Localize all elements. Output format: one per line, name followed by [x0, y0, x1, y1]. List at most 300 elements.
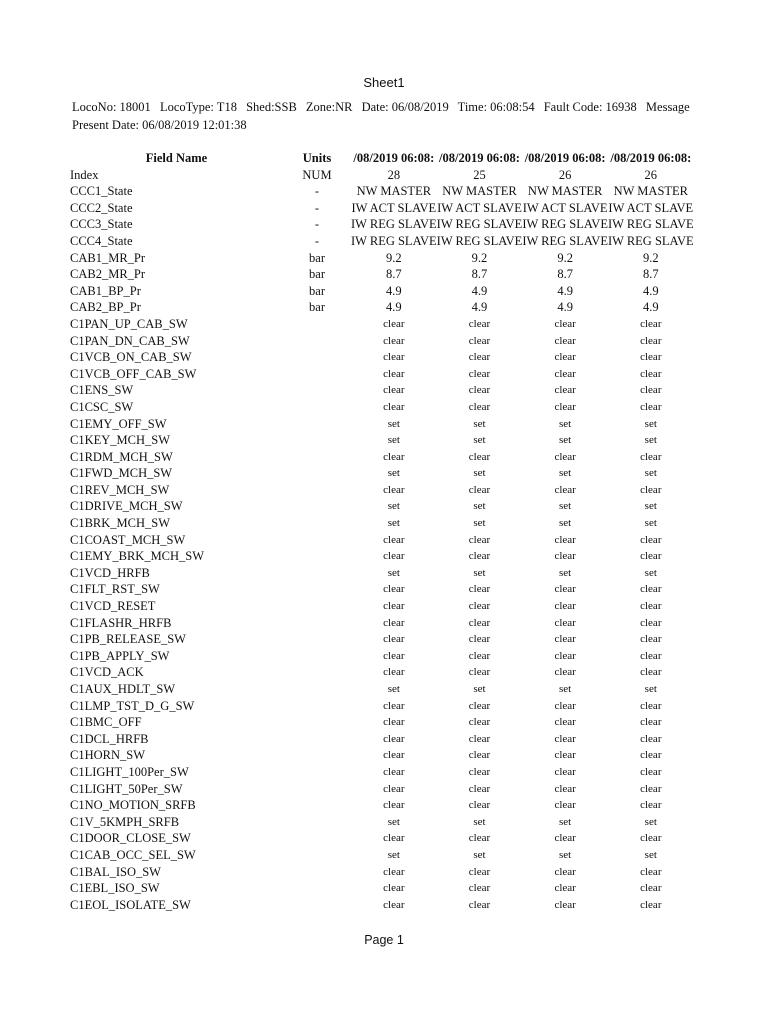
- field-name-cell: C1NO_MOTION_SRFB: [70, 798, 196, 813]
- value-cell: set: [387, 500, 400, 513]
- field-name-cell: CCC3_State: [70, 217, 133, 232]
- value-cell: set: [644, 417, 657, 430]
- fault-time: Time: 06:08:54: [457, 100, 535, 114]
- table-row: [70, 299, 694, 316]
- value-cell: clear: [640, 832, 662, 845]
- value-cell: set: [473, 417, 486, 430]
- value-cell: clear: [468, 367, 491, 380]
- value-cell: 8.7: [642, 267, 659, 282]
- units-cell: [283, 532, 351, 549]
- value-cell: clear: [640, 400, 662, 413]
- field-name-cell: C1AUX_HDLT_SW: [70, 682, 176, 696]
- units-cell: -: [314, 200, 320, 215]
- value-cell: 9.2: [386, 250, 402, 265]
- table-row: [70, 615, 694, 632]
- table-row: [70, 382, 694, 399]
- value-cell: clear: [468, 600, 491, 613]
- units-cell: [283, 648, 351, 665]
- value-cell: set: [559, 683, 572, 695]
- units-cell: NUM: [302, 167, 332, 182]
- value-cell: set: [559, 500, 572, 513]
- field-name-cell: CCC2_State: [70, 200, 133, 215]
- value-cell: clear: [468, 832, 491, 845]
- field-name-cell: C1FLT_RST_SW: [70, 582, 160, 597]
- field-name-cell: C1EMY_BRK_MCH_SW: [70, 549, 205, 564]
- field-name-cell: C1PAN_UP_CAB_SW: [70, 316, 188, 331]
- field-name-cell: C1LIGHT_100Per_SW: [70, 764, 189, 779]
- field-name-cell: C1DCL_HRFB: [70, 731, 149, 746]
- table-row: [70, 681, 694, 698]
- value-cell: clear: [468, 550, 491, 563]
- units-cell: [283, 548, 351, 565]
- value-cell: clear: [640, 633, 662, 646]
- table-row: [70, 366, 694, 383]
- table-row: [70, 714, 694, 731]
- value-cell: clear: [383, 832, 405, 845]
- value-cell: clear: [383, 334, 405, 347]
- value-cell: set: [387, 566, 400, 579]
- value-cell: clear: [640, 583, 662, 596]
- field-name-cell: C1BAL_ISO_SW: [70, 864, 161, 879]
- loco-no: LocoNo: 18001: [72, 100, 151, 114]
- units-cell: [283, 565, 351, 582]
- value-cell: set: [559, 467, 572, 480]
- value-cell: set: [473, 566, 486, 579]
- field-name-cell: C1RDM_MCH_SW: [70, 449, 173, 464]
- value-cell: clear: [640, 865, 662, 878]
- table-row: [70, 532, 694, 549]
- value-cell: set: [644, 467, 657, 480]
- value-cell: clear: [640, 351, 662, 364]
- table-row: [70, 631, 694, 648]
- value-cell: set: [473, 434, 486, 447]
- value-cell: clear: [554, 450, 576, 463]
- value-cell: set: [473, 815, 486, 828]
- value-cell: IW ACT SLAVE: [351, 200, 437, 215]
- field-name-cell: C1LMP_TST_D_G_SW: [70, 698, 195, 713]
- header-date: /08/2019 06:08:: [524, 151, 606, 165]
- units-cell: [283, 847, 351, 864]
- value-cell: clear: [383, 384, 405, 397]
- units-cell: [283, 615, 351, 632]
- message-label: Message: [645, 100, 690, 114]
- value-cell: IW REG SLAVE: [351, 233, 437, 248]
- value-cell: clear: [383, 716, 405, 729]
- table-row: [70, 847, 694, 864]
- table-row: [70, 349, 694, 366]
- value-cell: clear: [383, 865, 405, 878]
- value-cell: clear: [383, 765, 405, 778]
- field-name-cell: C1FWD_MCH_SW: [70, 466, 173, 481]
- value-cell: IW REG SLAVE: [436, 217, 523, 232]
- field-name-cell: C1KEY_MCH_SW: [70, 433, 171, 448]
- table-row: [70, 316, 694, 333]
- value-cell: clear: [554, 649, 576, 662]
- field-name-cell: C1CSC_SW: [70, 399, 134, 414]
- value-cell: clear: [554, 765, 576, 778]
- units-cell: [283, 432, 351, 449]
- units-cell: -: [314, 217, 320, 232]
- field-name-cell: C1EMY_OFF_SW: [70, 416, 167, 431]
- value-cell: clear: [383, 633, 405, 646]
- value-cell: clear: [383, 749, 405, 762]
- value-cell: clear: [468, 749, 491, 762]
- value-cell: clear: [554, 882, 576, 895]
- value-cell: 26: [558, 167, 572, 182]
- units-cell: [283, 764, 351, 781]
- units-cell: [283, 731, 351, 748]
- units-cell: [283, 333, 351, 350]
- units-cell: [283, 864, 351, 881]
- value-cell: clear: [554, 832, 576, 845]
- value-cell: set: [387, 467, 400, 480]
- value-cell: clear: [554, 865, 576, 878]
- units-cell: [283, 681, 351, 698]
- field-name-cell: C1EOL_ISOLATE_SW: [70, 897, 191, 912]
- value-cell: set: [559, 434, 572, 447]
- units-cell: bar: [309, 250, 325, 265]
- table-row: [70, 797, 694, 814]
- value-cell: clear: [468, 799, 491, 812]
- value-cell: 8.7: [386, 267, 402, 282]
- value-cell: 4.9: [386, 300, 402, 315]
- value-cell: clear: [468, 616, 491, 629]
- loco-type: LocoType: T18: [159, 100, 237, 114]
- value-cell: clear: [554, 666, 576, 679]
- value-cell: set: [559, 848, 572, 861]
- units-cell: [283, 515, 351, 532]
- units-cell: [283, 880, 351, 897]
- value-cell: clear: [640, 898, 662, 911]
- table-row: [70, 283, 694, 300]
- value-cell: clear: [640, 483, 662, 496]
- table-row: [70, 664, 694, 681]
- table-row: [70, 764, 694, 781]
- table-row: [70, 183, 694, 200]
- value-cell: IW REG SLAVE: [522, 217, 608, 232]
- value-cell: clear: [640, 334, 662, 347]
- value-cell: set: [473, 517, 486, 530]
- value-cell: clear: [554, 533, 576, 546]
- value-cell: clear: [468, 633, 491, 646]
- value-cell: NW MASTER: [527, 184, 603, 199]
- value-cell: set: [473, 467, 486, 480]
- units-cell: [283, 366, 351, 383]
- field-name-cell: C1FLASHR_HRFB: [70, 615, 172, 630]
- value-cell: clear: [383, 616, 405, 629]
- value-cell: clear: [554, 384, 576, 397]
- value-cell: clear: [383, 583, 405, 596]
- value-cell: clear: [554, 400, 576, 413]
- field-name-cell: C1REV_MCH_SW: [70, 482, 170, 497]
- units-cell: [283, 581, 351, 598]
- value-cell: 9.2: [471, 250, 488, 265]
- value-cell: 9.2: [557, 250, 573, 265]
- table-row: [70, 814, 694, 831]
- value-cell: NW MASTER: [442, 184, 517, 199]
- value-cell: clear: [554, 334, 576, 347]
- value-cell: clear: [468, 732, 491, 745]
- value-cell: clear: [554, 633, 576, 646]
- units-cell: [283, 449, 351, 466]
- value-cell: clear: [640, 550, 662, 563]
- value-cell: clear: [468, 666, 491, 679]
- value-cell: clear: [640, 533, 662, 546]
- units-cell: [283, 316, 351, 333]
- units-cell: [283, 714, 351, 731]
- shed: Shed:SSB: [246, 100, 297, 114]
- table-row: [70, 266, 694, 283]
- value-cell: clear: [554, 716, 576, 729]
- units-cell: [283, 416, 351, 433]
- field-name-cell: C1PAN_DN_CAB_SW: [70, 333, 190, 348]
- units-cell: bar: [309, 283, 325, 298]
- table-row: [70, 515, 694, 532]
- value-cell: clear: [468, 882, 491, 895]
- value-cell: clear: [468, 317, 491, 330]
- table-row: [70, 333, 694, 350]
- value-cell: clear: [383, 898, 405, 911]
- value-cell: 4.9: [642, 300, 659, 315]
- field-name-cell: C1ENS_SW: [70, 383, 134, 398]
- value-cell: clear: [640, 732, 662, 745]
- header-date: /08/2019 06:08:: [610, 151, 692, 165]
- value-cell: clear: [468, 533, 491, 546]
- field-name-cell: C1BMC_OFF: [70, 715, 142, 730]
- value-cell: clear: [640, 600, 662, 613]
- table-body: [70, 167, 694, 914]
- value-cell: 28: [387, 167, 401, 182]
- value-cell: clear: [640, 616, 662, 629]
- units-cell: [283, 698, 351, 715]
- sheet-title: Sheet1: [363, 75, 405, 90]
- field-name-cell: C1VCD_ACK: [70, 665, 144, 680]
- units-cell: [283, 830, 351, 847]
- value-cell: clear: [383, 533, 405, 546]
- value-cell: set: [644, 566, 657, 579]
- value-cell: 26: [644, 167, 658, 182]
- table-header-row: [70, 150, 694, 167]
- table-row: [70, 897, 694, 914]
- record-info-line: [72, 100, 690, 115]
- value-cell: clear: [640, 699, 662, 712]
- field-name-cell: C1PB_APPLY_SW: [70, 648, 170, 663]
- table-row: [70, 864, 694, 881]
- units-cell: -: [314, 233, 320, 248]
- table-row: [70, 598, 694, 615]
- value-cell: clear: [554, 600, 576, 613]
- table-row: [70, 482, 694, 499]
- units-cell: -: [314, 184, 320, 199]
- value-cell: clear: [640, 384, 662, 397]
- table-row: [70, 498, 694, 515]
- field-name-cell: C1VCB_OFF_CAB_SW: [70, 366, 197, 381]
- field-name-cell: C1BRK_MCH_SW: [70, 516, 171, 531]
- value-cell: clear: [468, 765, 491, 778]
- field-name-cell: C1EBL_ISO_SW: [70, 881, 160, 896]
- field-name-cell: C1CAB_OCC_SEL_SW: [70, 847, 196, 862]
- field-name-cell: C1DOOR_CLOSE_SW: [70, 831, 191, 846]
- field-name-cell: C1V_5KMPH_SRFB: [70, 814, 180, 829]
- value-cell: IW ACT SLAVE: [608, 200, 694, 215]
- value-cell: NW MASTER: [356, 184, 432, 199]
- value-cell: 8.7: [471, 267, 488, 282]
- value-cell: clear: [554, 317, 576, 330]
- value-cell: 4.9: [557, 283, 573, 298]
- value-cell: set: [387, 848, 400, 861]
- field-name-cell: C1LIGHT_50Per_SW: [70, 781, 183, 796]
- table-row: [70, 449, 694, 466]
- value-cell: clear: [554, 699, 576, 712]
- value-cell: clear: [383, 732, 405, 745]
- field-name-cell: C1HORN_SW: [70, 748, 146, 763]
- value-cell: set: [559, 417, 572, 430]
- table-row: [70, 565, 694, 582]
- field-name-cell: C1COAST_MCH_SW: [70, 532, 186, 547]
- table-row: [70, 167, 694, 184]
- value-cell: set: [473, 500, 486, 513]
- table-row: [70, 747, 694, 764]
- value-cell: clear: [554, 583, 576, 596]
- field-name-cell: CAB2_BP_Pr: [70, 300, 141, 315]
- table-row: [70, 200, 694, 217]
- value-cell: clear: [640, 716, 662, 729]
- units-cell: [283, 781, 351, 798]
- value-cell: clear: [554, 367, 576, 380]
- table-row: [70, 432, 694, 449]
- value-cell: clear: [468, 334, 491, 347]
- value-cell: IW REG SLAVE: [607, 217, 694, 232]
- value-cell: clear: [468, 782, 491, 795]
- units-cell: [283, 631, 351, 648]
- table-row: [70, 830, 694, 847]
- value-cell: clear: [468, 716, 491, 729]
- units-cell: [283, 664, 351, 681]
- value-cell: clear: [383, 649, 405, 662]
- field-name-cell: C1PB_RELEASE_SW: [70, 632, 186, 647]
- table-row: [70, 781, 694, 798]
- value-cell: set: [473, 848, 486, 861]
- value-cell: clear: [640, 367, 662, 380]
- units-cell: [283, 465, 351, 482]
- value-cell: clear: [554, 898, 576, 911]
- table-row: [70, 216, 694, 233]
- header-date: /08/2019 06:08:: [439, 151, 520, 165]
- value-cell: IW REG SLAVE: [436, 233, 523, 248]
- units-cell: [283, 598, 351, 615]
- value-cell: set: [644, 517, 657, 530]
- field-name-cell: C1VCD_HRFB: [70, 565, 150, 580]
- value-cell: set: [644, 683, 657, 695]
- value-cell: clear: [468, 400, 491, 413]
- value-cell: set: [473, 683, 486, 695]
- units-cell: [283, 482, 351, 499]
- value-cell: clear: [640, 317, 662, 330]
- value-cell: clear: [468, 450, 491, 463]
- field-name-cell: Index: [70, 167, 99, 182]
- value-cell: clear: [383, 666, 405, 679]
- field-name-cell: C1DRIVE_MCH_SW: [70, 499, 183, 514]
- field-name-cell: C1VCB_ON_CAB_SW: [70, 350, 192, 365]
- value-cell: clear: [383, 483, 405, 496]
- value-cell: clear: [383, 600, 405, 613]
- value-cell: set: [559, 517, 572, 530]
- value-cell: clear: [554, 483, 576, 496]
- table-row: [70, 880, 694, 897]
- field-name-cell: C1VCD_RESET: [70, 599, 156, 614]
- value-cell: clear: [383, 782, 405, 795]
- field-name-cell: CAB1_BP_Pr: [70, 283, 141, 298]
- value-cell: clear: [383, 317, 405, 330]
- units-cell: [283, 349, 351, 366]
- table-row: [70, 416, 694, 433]
- value-cell: set: [559, 815, 572, 828]
- value-cell: set: [644, 434, 657, 447]
- value-cell: clear: [468, 483, 491, 496]
- value-cell: clear: [640, 649, 662, 662]
- value-cell: clear: [640, 799, 662, 812]
- fault-code: Fault Code: 16938: [543, 100, 637, 114]
- value-cell: 4.9: [471, 300, 488, 315]
- value-cell: IW REG SLAVE: [351, 217, 437, 232]
- value-cell: clear: [640, 666, 662, 679]
- units-cell: bar: [309, 300, 325, 315]
- header-units: Units: [302, 151, 332, 165]
- value-cell: clear: [640, 749, 662, 762]
- table-row: [70, 465, 694, 482]
- value-cell: clear: [468, 649, 491, 662]
- fault-date: Date: 06/08/2019: [361, 100, 449, 114]
- value-cell: set: [387, 815, 400, 828]
- units-cell: [283, 498, 351, 515]
- value-cell: IW ACT SLAVE: [437, 200, 522, 215]
- value-cell: clear: [640, 765, 662, 778]
- field-name-cell: CAB2_MR_Pr: [70, 267, 146, 282]
- value-cell: clear: [468, 898, 491, 911]
- field-name-cell: CCC4_State: [70, 233, 133, 248]
- field-name-cell: CAB1_MR_Pr: [70, 250, 146, 265]
- value-cell: clear: [640, 782, 662, 795]
- value-cell: clear: [383, 367, 405, 380]
- value-cell: IW REG SLAVE: [522, 233, 608, 248]
- value-cell: clear: [554, 749, 576, 762]
- value-cell: clear: [383, 450, 405, 463]
- value-cell: clear: [554, 351, 576, 364]
- value-cell: 8.7: [557, 267, 573, 282]
- units-cell: bar: [309, 267, 325, 282]
- value-cell: set: [644, 815, 657, 828]
- value-cell: clear: [554, 616, 576, 629]
- units-cell: [283, 382, 351, 399]
- value-cell: 4.9: [471, 283, 488, 298]
- fault-data-table: [70, 150, 694, 913]
- value-cell: clear: [554, 732, 576, 745]
- value-cell: IW ACT SLAVE: [522, 200, 608, 215]
- value-cell: clear: [383, 400, 405, 413]
- units-cell: [283, 747, 351, 764]
- units-cell: [283, 897, 351, 914]
- value-cell: clear: [640, 882, 662, 895]
- value-cell: set: [644, 848, 657, 861]
- page-number: Page 1: [364, 933, 404, 947]
- value-cell: 4.9: [557, 300, 573, 315]
- units-cell: [283, 399, 351, 416]
- value-cell: clear: [640, 450, 662, 463]
- value-cell: clear: [554, 782, 576, 795]
- units-cell: [283, 814, 351, 831]
- units-cell: [283, 797, 351, 814]
- table-row: [70, 399, 694, 416]
